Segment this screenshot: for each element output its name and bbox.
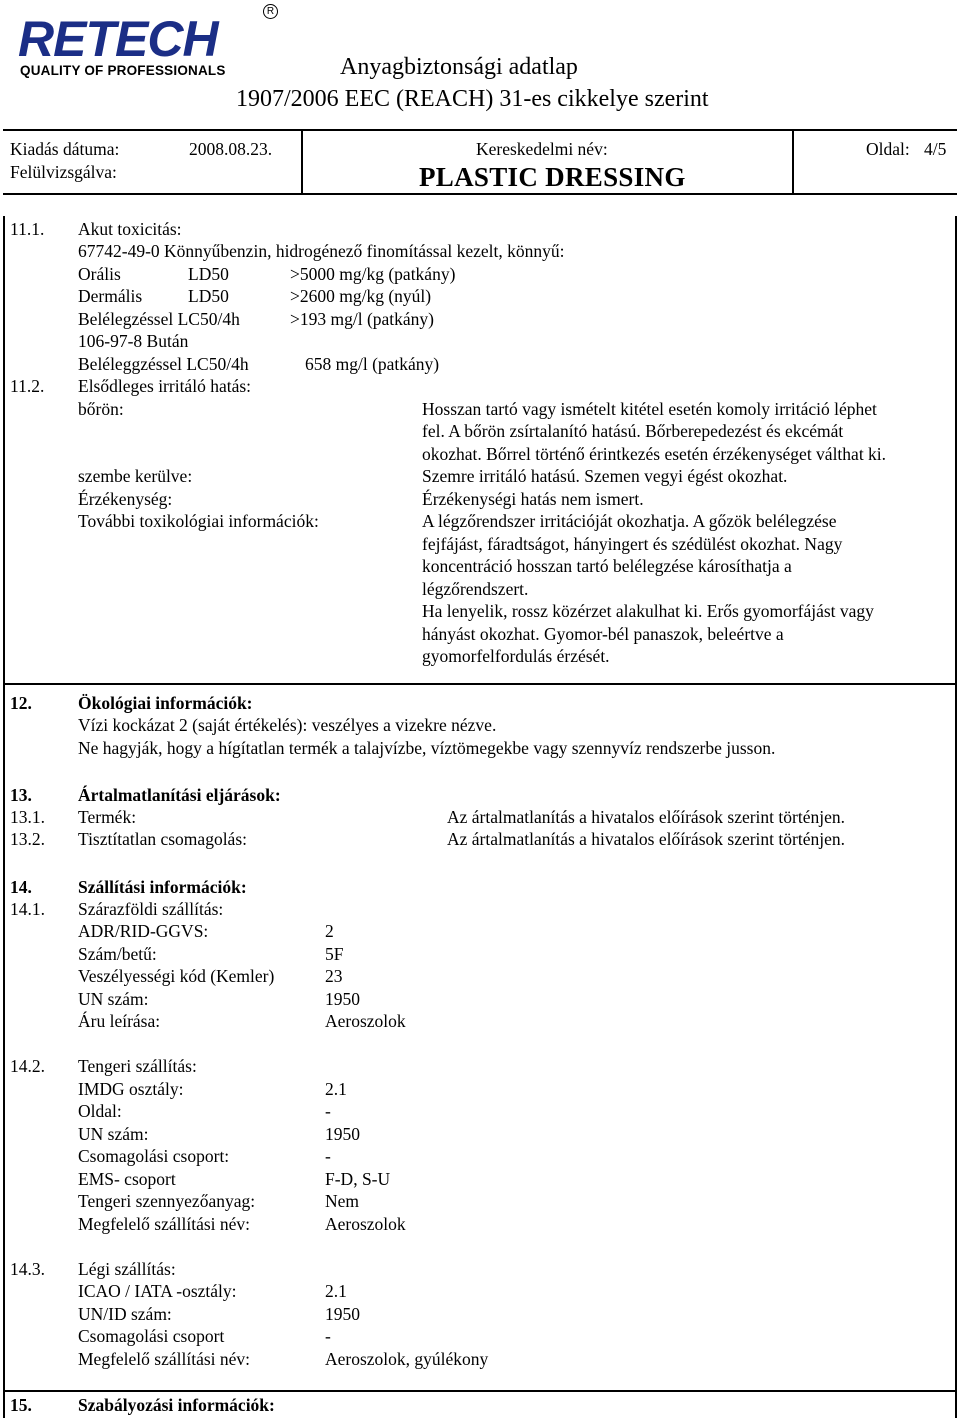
section-title: Szabályozási információk: [78, 1395, 275, 1415]
tox-test: LD50 [188, 264, 229, 284]
document-subtitle: 1907/2006 EEC (REACH) 31-es cikkelye szerint [236, 86, 709, 112]
issue-date-label: Kiadás dátuma: [10, 139, 120, 159]
substance-name: 106-97-8 Bután [78, 331, 189, 351]
transport-value: 23 [325, 966, 343, 986]
trade-name: PLASTIC DRESSING [419, 162, 686, 192]
transport-value: Aeroszolok, gyúlékony [325, 1349, 489, 1369]
transport-value: 1950 [325, 989, 360, 1009]
rule-before-15 [3, 1390, 957, 1392]
disposal-label: Tisztítatlan csomagolás: [78, 829, 247, 849]
section-number: 14. [10, 877, 32, 897]
section-title: Szállítási információk: [78, 877, 247, 897]
eye-label: szembe kerülve: [78, 466, 193, 486]
subsection-number: 14.2. [10, 1056, 45, 1076]
transport-label: Csomagolási csoport: [78, 1146, 230, 1166]
sensitization-label: Érzékenység: [78, 489, 173, 509]
substance-name: 67742-49-0 Könnyűbenzin, hidrogénező finomítással kezelt, könnyű: [78, 241, 565, 261]
ecology-text: Vízi kockázat 2 (saját értékelés): veszélyes a vizekre nézve. [78, 715, 497, 735]
transport-value: Aeroszolok [325, 1011, 406, 1031]
section-title: Ökológiai információk: [78, 693, 253, 713]
logo-tagline: QUALITY OF PROFESSIONALS [20, 63, 226, 78]
tox-value: 658 mg/l (patkány) [305, 354, 440, 374]
subsection-number: 14.1. [10, 899, 45, 919]
transport-value: - [325, 1101, 331, 1121]
transport-label: Veszélyességi kód (Kemler) [78, 966, 275, 986]
issue-date-value: 2008.08.23. [189, 139, 273, 159]
disposal-value: Az ártalmatlanítás a hivatalos előírások szerint történjen. [447, 829, 845, 849]
transport-label: Tengeri szennyezőanyag: [78, 1191, 256, 1211]
further-info-text: koncentráció hosszan tartó belélegzése károsíthatja a [422, 556, 792, 576]
section-number: 12. [10, 693, 32, 713]
transport-label: Megfelelő szállítási név: [78, 1349, 251, 1369]
frame-left [3, 216, 5, 1418]
transport-label: Áru leírása: [78, 1011, 161, 1031]
transport-value: 2.1 [325, 1281, 347, 1301]
header-top-rule [3, 129, 957, 131]
tox-value: >5000 mg/kg (patkány) [290, 264, 456, 284]
further-info-text: Ha lenyelik, rossz közérzet alakulhat ki. Erős gyomorfájást vagy [422, 601, 874, 621]
subsection-number: 13.1. [10, 807, 45, 827]
further-info-text: légzőrendszert. [422, 579, 529, 599]
trade-name-label: Kereskedelmi név: [476, 139, 608, 159]
document-title: Anyagbiztonsági adatlap [340, 54, 578, 80]
further-info-text: A légzőrendszer irritációját okozhatja. A gőzök belélegzése [422, 511, 837, 531]
transport-label: EMS- csoport [78, 1169, 176, 1189]
tox-route: Belélegzéssel LC50/4h [78, 309, 240, 329]
further-info-text: fejfájást, fáradtságot, hányingert és szédülést okozhat. Nagy [422, 534, 843, 554]
registered-mark: R [263, 4, 278, 19]
subsection-title: Tengeri szállítás: [78, 1056, 197, 1076]
header-divider-right [792, 129, 794, 195]
transport-value: - [325, 1326, 331, 1346]
frame-right [955, 216, 957, 1418]
section-title: Ártalmatlanítási eljárások: [78, 785, 281, 805]
transport-label: UN/ID szám: [78, 1304, 172, 1324]
transport-value: 2 [325, 921, 334, 941]
subsection-title: Elsődleges irritáló hatás: [78, 376, 252, 396]
further-info-label: További toxikológiai információk: [78, 511, 319, 531]
page-number: 4/5 [924, 139, 947, 159]
tox-route: Dermális [78, 286, 143, 306]
header-divider-left [301, 129, 303, 195]
rule-before-12 [3, 683, 957, 685]
transport-label: Oldal: [78, 1101, 122, 1121]
further-info-text: gyomorfelfordulás érzését. [422, 646, 610, 666]
transport-label: Megfelelő szállítási név: [78, 1214, 251, 1234]
transport-label: UN szám: [78, 989, 149, 1009]
subsection-title: Szárazföldi szállítás: [78, 899, 224, 919]
transport-value: Aeroszolok [325, 1214, 406, 1234]
section-number: 11.1. [10, 219, 45, 239]
skin-text: Hosszan tartó vagy ismételt kitétel esetén komoly irritáció léphet [422, 399, 877, 419]
tox-route: Orális [78, 264, 121, 284]
transport-value: - [325, 1146, 331, 1166]
transport-value: 1950 [325, 1124, 360, 1144]
logo-wordmark: RETECH [18, 11, 218, 67]
section-number: 13. [10, 785, 32, 805]
skin-label: bőrön: [78, 399, 124, 419]
tox-route: Beléleggzéssel LC50/4h [78, 354, 249, 374]
subsection-number: 13.2. [10, 829, 45, 849]
disposal-label: Termék: [78, 807, 137, 827]
subsection-title: Akut toxicitás: [78, 219, 182, 239]
company-logo [18, 11, 218, 67]
tox-test: LD50 [188, 286, 229, 306]
subsection-number: 14.3. [10, 1259, 45, 1279]
tox-value: >2600 mg/kg (nyúl) [290, 286, 432, 306]
transport-label: UN szám: [78, 1124, 149, 1144]
transport-label: Csomagolási csoport [78, 1326, 225, 1346]
section-number: 11.2. [10, 376, 45, 396]
header-bottom-rule [3, 193, 957, 195]
disposal-value: Az ártalmatlanítás a hivatalos előírások szerint történjen. [447, 807, 845, 827]
tox-value: >193 mg/l (patkány) [290, 309, 435, 329]
eye-text: Szemre irritáló hatású. Szemen vegyi égést okozhat. [422, 466, 788, 486]
transport-label: IMDG osztály: [78, 1079, 184, 1099]
transport-value: Nem [325, 1191, 360, 1211]
further-info-text: hányást okozhat. Gyomor-bél panaszok, beleértve a [422, 624, 784, 644]
transport-label: ADR/RID-GGVS: [78, 921, 209, 941]
skin-text: fel. A bőrön zsírtalanító hatású. Bőrberepedezést és ekcémát [422, 421, 844, 441]
transport-label: ICAO / IATA -osztály: [78, 1281, 237, 1301]
transport-value: 2.1 [325, 1079, 347, 1099]
page-label: Oldal: [866, 139, 910, 159]
section-number: 15. [10, 1395, 32, 1415]
transport-value: F-D, S-U [325, 1169, 391, 1189]
transport-value: 5F [325, 944, 344, 964]
skin-text: okozhat. Bőrrel történő érintkezés esetén érzékenységet válthat ki. [422, 444, 887, 464]
review-label: Felülvizsgálva: [10, 162, 117, 182]
transport-value: 1950 [325, 1304, 360, 1324]
ecology-text: Ne hagyják, hogy a hígítatlan termék a talajvízbe, víztömegekbe vagy szennyvíz rendszerbe jusson. [78, 738, 776, 758]
subsection-title: Légi szállítás: [78, 1259, 176, 1279]
sensitization-text: Érzékenységi hatás nem ismert. [422, 489, 644, 509]
transport-label: Szám/betű: [78, 944, 157, 964]
